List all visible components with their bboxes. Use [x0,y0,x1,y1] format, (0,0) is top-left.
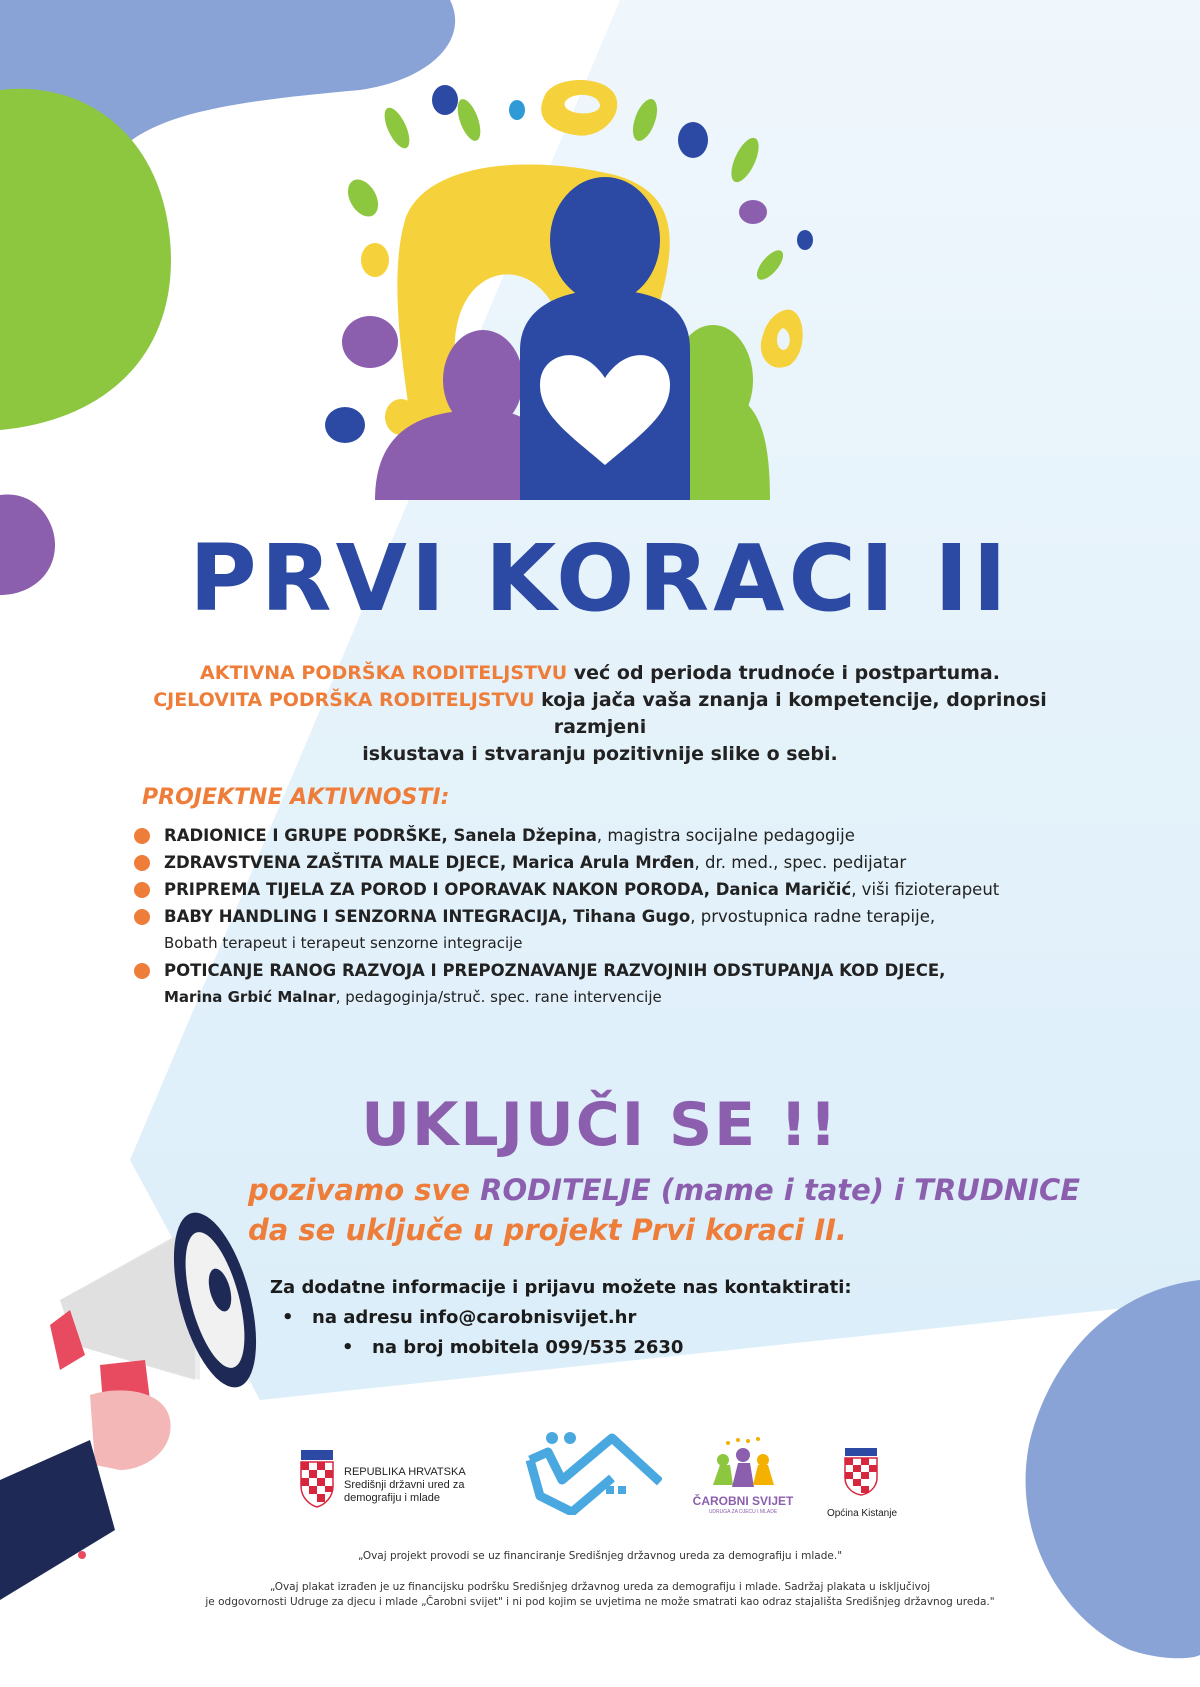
activity-title: POTICANJE RANOG RAZVOJA I PREPOZNAVANJE RAZVOJNIH ODSTUPANJA KOD DJECE, [164,961,946,980]
contact-phone-item [270,1333,852,1363]
call-to-action: UKLJUČI SE !! [361,1090,839,1160]
bullet-dot-icon [134,963,150,979]
intro-highlight-2: CJELOVITA PODRŠKA RODITELJSTVU [153,689,535,711]
activity-person: Marina Grbić Malnar [164,988,336,1006]
invite-text [248,1170,1080,1250]
bullet-dot-icon [134,909,150,925]
invite-line-1a: pozivamo sve [248,1173,481,1207]
activity-continuation: Bobath terapeut i terapeut senzorne integracije [164,934,523,952]
invite-line-1 [248,1170,1080,1210]
rh-logo-text [344,1466,466,1505]
intro-rest-1: već od perioda trudnoće i postpartuma. [567,662,1000,684]
opcina-name: Općina Kistanje [826,1508,898,1519]
intro-line-3: iskustava i stvaranju pozitivnije slike o sebi. [362,743,838,765]
logo-dot-blue [325,407,365,443]
logo-person-blue-head [550,177,660,303]
contact-email[interactable]: na adresu info@carobnisvijet.hr [312,1307,637,1328]
activity-continuation [164,984,1094,1011]
list-item [134,876,1094,903]
rh-line-2: Središnji državni ured za [344,1479,465,1491]
intro-line-1 [120,660,1080,687]
disclaimer-line-1: „Ovaj plakat izrađen je uz financijsku podršku Središnjeg državnog ureda za demografiju i mlade. Sadržaj plakata u isključivoj [269,1581,931,1593]
bullet-icon: • [342,1337,354,1358]
logo-dot-yellow [361,243,389,277]
carobni-svijet-name: ČAROBNI SVIJET [692,1494,794,1508]
footnote-disclaimer [200,1580,1000,1610]
logo-dot-cyan [509,100,525,120]
list-item [134,822,1094,849]
invite-line-2: da se uključe u projekt Prvi koraci II. [248,1213,847,1247]
activity-detail: , viši fizioterapeut [851,880,1000,899]
bullet-dot-icon [134,855,150,871]
carobni-svijet-subtitle: UDRUGA ZA DJECU I MLADE [708,1509,778,1515]
activity-title: ZDRAVSTVENA ZAŠTITA MALE DJECE, Marica Arula Mrđen [164,853,695,872]
invite-line-1b: RODITELJE (mame i tate) i TRUDNICE [480,1173,1081,1207]
logo-ring-yellow [541,80,617,136]
activity-detail: , dr. med., spec. pedijatar [694,853,907,872]
disclaimer-line-2: je odgovornosti Udruge za djecu i mlade „Čarobni svijet" i ni pod kojim se uvjetima ne može smatrati kao odraz stajališta Središnjeg državnog ureda." [205,1596,995,1608]
logo-dot-green [628,96,662,144]
intro-text [120,660,1080,768]
logo-dot-green [380,104,415,151]
activities-heading: PROJEKTNE AKTIVNOSTI: [142,785,450,810]
list-item [134,849,1094,876]
logo-dot-blue [678,122,708,158]
intro-highlight-1: AKTIVNA PODRŠKA RODITELJSTVU [200,662,568,684]
activity-detail: , magistra socijalne pedagogije [596,826,855,845]
activity-title: RADIONICE I GRUPE PODRŠKE, Sanela Džepina [164,826,597,845]
rh-line-3: demografiju i mlade [344,1492,440,1504]
logo-dot-purple [739,200,767,224]
prvi-koraci-logo [315,80,815,520]
activity-detail: , prvostupnica radne terapije, [690,907,936,926]
left-green-blob [0,89,171,430]
contact-heading: Za dodatne informacije i prijavu možete nas kontaktirati: [270,1277,852,1298]
activity-title: PRIPREMA TIJELA ZA POROD I OPORAVAK NAKON PORODA, Danica Maričić [164,880,852,899]
croatian-coat-of-arms-icon [298,1450,336,1508]
contact-email-item [270,1303,852,1333]
page-title: PRVI KORACI II [189,525,1011,632]
sponsor-logos [0,1430,1200,1540]
opcina-coat-of-arms-icon [842,1448,880,1496]
contact-phone[interactable]: na broj mobitela 099/535 2630 [372,1337,684,1358]
logo-dot-purple [342,316,398,368]
megaphone-illustration [0,1204,272,1600]
logo-dot-green [342,174,385,222]
activities-list [134,822,1094,1011]
bullet-icon: • [282,1307,294,1328]
bullet-dot-icon [134,828,150,844]
house-logo-icon [522,1430,662,1515]
logo-dot-green [453,96,485,144]
activity-title: BABY HANDLING I SENZORNA INTEGRACIJA, Tihana Gugo [164,907,691,926]
carobni-svijet-logo-icon [708,1435,778,1490]
intro-line-2 [120,687,1080,741]
logo-dot-blue [432,85,458,115]
logo-dot-green [752,246,787,284]
rh-line-1: REPUBLIKA HRVATSKA [344,1466,466,1478]
list-item [134,957,1094,1011]
bullet-dot-icon [134,882,150,898]
footnote-funding: „Ovaj projekt provodi se uz financiranje Središnjeg državnog ureda za demografiju i mlade." [357,1550,843,1562]
list-item [134,903,1094,957]
intro-rest-2: koja jača vaša znanja i kompetencije, doprinosi razmjeni [534,689,1047,738]
logo-dot-blue [797,230,813,250]
contact-info [270,1273,852,1363]
logo-dot-green [726,134,764,186]
activity-detail: , pedagoginja/struč. spec. rane intervencije [335,988,662,1006]
logo-ring-yellow [761,310,803,368]
